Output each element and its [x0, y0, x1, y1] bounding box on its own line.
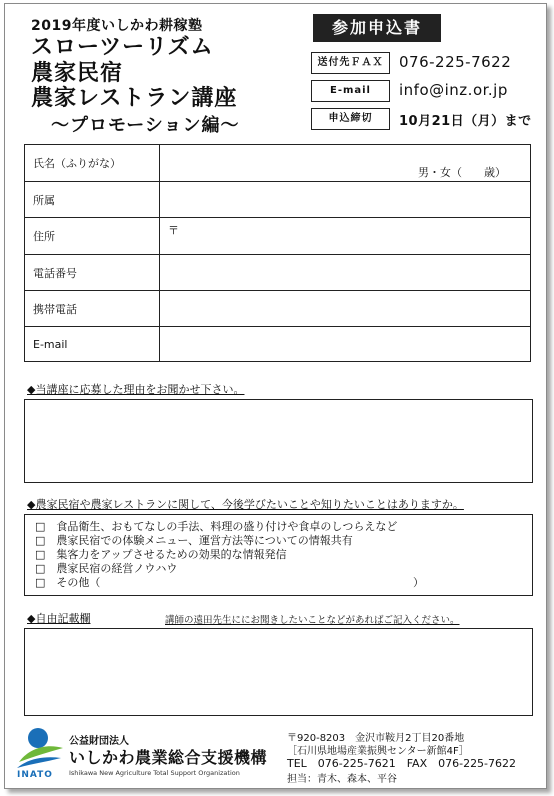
table-row — [25, 255, 531, 291]
application-form-title: 参加申込書 — [313, 14, 441, 42]
org-name-english: Ishikawa New Agriculture Total Support Organization — [69, 769, 240, 777]
table-row — [25, 145, 531, 182]
email-field[interactable] — [160, 327, 531, 362]
reason-answer-box[interactable] — [24, 399, 533, 483]
name-label: 氏名（ふりがな） — [25, 145, 160, 182]
free-comment-note: 講師の遠田先生ににお聞きしたいことなどがあればご記入ください。 — [165, 615, 460, 626]
course-subtitle: ～プロモーション編～ — [51, 115, 240, 136]
course-title-line1: スローツーリズム — [31, 35, 214, 60]
course-title-line3: 農家レストラン講座 — [31, 86, 238, 111]
table-row — [25, 182, 531, 218]
other-close-paren: ） — [413, 576, 424, 589]
org-address: 〒920-8203 金沢市鞍月2丁目20番地 — [287, 733, 465, 744]
checkbox-option[interactable]: □ 食品衛生、おもてなしの手法、料理の盛り付けや食卓のしつらえなど — [35, 520, 398, 533]
deadline-label: 申込締切 — [311, 108, 390, 130]
checkbox-option-other[interactable]: □ その他（ — [35, 576, 101, 589]
applicant-info-table — [24, 144, 531, 362]
postal-mark: 〒 — [168, 224, 179, 237]
phone-label: 電話番号 — [25, 255, 160, 291]
table-row — [25, 291, 531, 327]
org-name: いしかわ農業総合支援機構 — [69, 748, 268, 767]
email-field-label: E-mail — [25, 327, 160, 362]
org-type: 公益財団法人 — [69, 736, 129, 747]
mobile-label: 携帯電話 — [25, 291, 160, 327]
gender-age-text: 男・女（ 歳） — [418, 166, 506, 179]
fax-number: 076-225-7622 — [399, 53, 512, 71]
email-address[interactable]: info@inz.or.jp — [399, 81, 508, 99]
checkbox-option[interactable]: □ 農家民宿での体験メニュー、運営方法等についての情報共有 — [35, 534, 353, 547]
checkbox-option[interactable]: □ 集客力をアップさせるための効果的な情報発信 — [35, 548, 287, 561]
org-logo-icon — [15, 724, 65, 774]
address-label: 住所 — [25, 218, 160, 255]
name-field[interactable] — [160, 145, 531, 182]
program-year-title: 2019年度いしかわ耕稼塾 — [31, 18, 203, 34]
phone-field[interactable] — [160, 255, 531, 291]
fax-label: 送付先ＦＡＸ — [311, 52, 390, 74]
table-row — [25, 218, 531, 255]
affiliation-field[interactable] — [160, 182, 531, 218]
org-building: ［石川県地場産業振興センター新館4F］ — [287, 746, 469, 757]
affiliation-label: 所属 — [25, 182, 160, 218]
free-comment-box[interactable] — [24, 628, 533, 716]
email-label: E-mail — [311, 80, 390, 102]
application-form-page — [4, 3, 547, 789]
org-tel-fax: TEL 076-225-7621 FAX 076-225-7622 — [287, 757, 517, 770]
address-field[interactable] — [160, 218, 531, 255]
question-reason: ◆当講座に応募した理由をお聞かせ下さい。 — [27, 383, 245, 396]
course-title-line2: 農家民宿 — [31, 61, 124, 86]
org-staff: 担当：青木、森本、平谷 — [287, 774, 397, 785]
checkbox-option[interactable]: □ 農家民宿の経営ノウハウ — [35, 562, 178, 575]
question-learning-interests: ◆農家民宿や農家レストランに関して、今後学びたいことや知りたいことはありますか。 — [27, 498, 464, 511]
mobile-field[interactable] — [160, 291, 531, 327]
deadline-date: 10月21日（月）まで — [399, 114, 532, 129]
table-row — [25, 327, 531, 362]
free-comment-heading: ◆自由記載欄 — [27, 612, 91, 625]
logo-wordmark: INATO — [17, 770, 53, 780]
